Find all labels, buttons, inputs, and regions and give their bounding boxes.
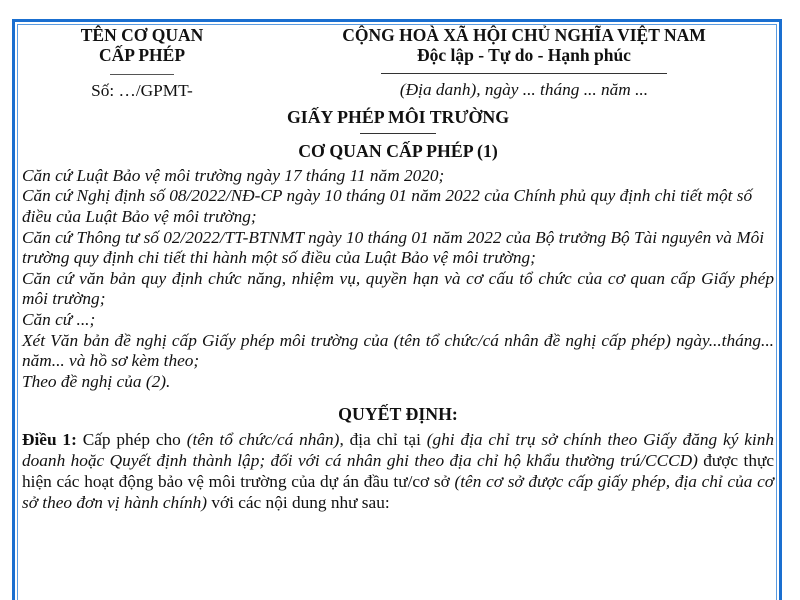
- agency-divider: [110, 74, 174, 75]
- document-number: Số: …/GPMT-: [91, 81, 193, 100]
- article-1-text: Cấp phép cho: [76, 429, 187, 449]
- article-1-placeholder: (ghi địa chỉ trụ sở chính theo Giấy đăng ký kinh doanh hoặc Quyết định thành lập; đối với cá nhân ghi theo địa chỉ hộ khẩu thường trú/CCCD): [22, 429, 774, 470]
- document-title: GIẤY PHÉP MÔI TRƯỜNG: [286, 106, 510, 127]
- document-header: [22, 26, 774, 102]
- legal-basis-item: Theo đề nghị của (2).: [22, 371, 171, 391]
- agency-name-line1: TÊN CƠ QUAN: [80, 25, 204, 45]
- article-1-label: Điều 1:: [22, 429, 77, 449]
- article-1-placeholder: (tên tổ chức/cá nhân): [186, 429, 340, 449]
- nation-name: CỘNG HOÀ XÃ HỘI CHỦ NGHĨA VIỆT NAM: [342, 25, 706, 45]
- legal-basis-list: [22, 166, 774, 393]
- national-motto: Độc lập - Tự do - Hạnh phúc: [417, 44, 631, 65]
- header-nation-block: [264, 26, 774, 102]
- motto-divider: [381, 73, 667, 74]
- header-agency-block: [22, 26, 262, 102]
- agency-name-line2: CẤP PHÉP: [98, 44, 186, 65]
- legal-basis-item: Căn cứ Luật Bảo vệ môi trường ngày 17 tháng 11 năm 2020;: [22, 165, 445, 185]
- article-1-text: được thực hiện các hoạt động bảo vệ môi trường của dự án đầu tư/cơ sở: [22, 450, 774, 491]
- legal-basis-item: Căn cứ văn bản quy định chức năng, nhiệm vụ, quyền hạn và cơ cấu tổ chức của cơ quan cấp Giấy phép môi trường;: [22, 268, 774, 309]
- issuing-agency-heading: CƠ QUAN CẤP PHÉP (1): [298, 141, 498, 162]
- decision-heading: QUYẾT ĐỊNH:: [338, 404, 458, 425]
- place-date: (Địa danh), ngày ... tháng ... năm ...: [399, 80, 649, 99]
- title-divider: [360, 133, 436, 134]
- legal-basis-item: Căn cứ Nghị định số 08/2022/NĐ-CP ngày 10 tháng 01 năm 2022 của Chính phủ quy định chi tiết một số điều của Luật Bảo vệ môi trường;: [22, 186, 753, 226]
- article-1: [22, 429, 774, 513]
- article-1-text: , địa chỉ tại: [339, 429, 427, 449]
- article-1-text: với các nội dung như sau:: [207, 492, 390, 512]
- legal-basis-item: Căn cứ Thông tư số 02/2022/TT-BTNMT ngày 10 tháng 01 năm 2022 của Bộ trưởng Bộ Tài nguyên và Môi trường quy định chi tiết thi hành một số điều của Luật Bảo vệ môi trường;: [22, 227, 765, 268]
- article-1-placeholder: (tên cơ sở được cấp giấy phép, địa chỉ của cơ sở theo đơn vị hành chính): [22, 471, 774, 512]
- legal-basis-item: Xét Văn bản đề nghị cấp Giấy phép môi trường của (tên tổ chức/cá nhân đề nghị cấp phép) ngày...tháng... năm... và hồ sơ kèm theo;: [22, 330, 774, 371]
- document-page: [22, 26, 774, 513]
- legal-basis-item: Căn cứ ...;: [22, 309, 96, 329]
